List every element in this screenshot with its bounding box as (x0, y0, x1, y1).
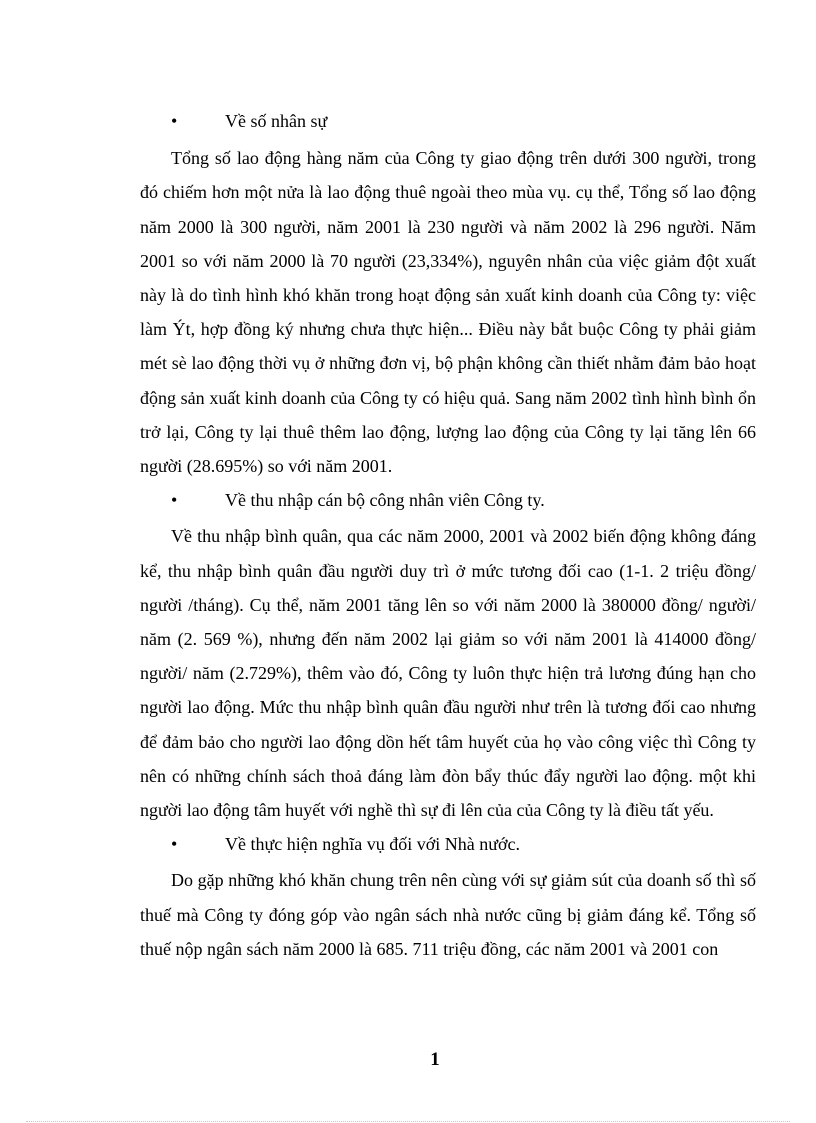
bullet-heading-state-obligations (140, 827, 756, 861)
page-number: 1 (430, 1049, 440, 1070)
bullet-icon: • (171, 111, 178, 131)
bullet-icon: • (171, 834, 178, 855)
paragraph-state-obligations: Do gặp những khó khăn chung trên nên cùng với sự giảm sút của doanh số thì số thuế mà Công ty đóng góp vào ngân sách nhà nước cũng bị giảm đáng kể. Tổng số thuế nộp ngân sách năm 2000 là 685. 711 triệu đồng, các năm 2001 và 2001 con (140, 870, 756, 959)
page-bottom-divider (26, 1121, 790, 1122)
paragraph-personnel: Tổng số lao động hàng năm của Công ty giao động trên dưới 300 người, trong đó chiếm hơn một nửa là lao động thuê ngoài theo mùa vụ. cụ thể, Tổng số lao động năm 2000 là 300 người, năm 2001 là 230 người và năm 2002 là 296 người. Năm 2001 so với năm 2000 là 70 người (23,334%), nguyên nhân của việc giảm đột xuất này là do tình hình khó khăn trong hoạt động sản xuất kinh doanh của Công ty: việc làm Ýt, hợp đồng ký nhưng chưa thực hiện... Điều này bắt buộc Công ty phải giảm mét sè lao động thời vụ ở những đơn vị, bộ phận không cần thiết nhằm đảm bảo hoạt động sản xuất kinh doanh của Công ty có hiệu quả. Sang năm 2002 tình hình bình ổn trở lại, Công ty lại thuê thêm lao động, lượng lao động của Công ty lại tăng lên 66 người (28.695%) so với năm 2001. (140, 148, 756, 477)
bullet-text: Về thu nhập cán bộ công nhân viên Công ty. (225, 490, 545, 511)
bullet-text: Về thực hiện nghĩa vụ đối với Nhà nước. (225, 834, 520, 855)
bullet-icon: • (171, 490, 178, 511)
paragraph-income: Về thu nhập bình quân, qua các năm 2000, 2001 và 2002 biến động không đáng kể, thu nhập bình quân đầu người duy trì ở mức tương đối cao (1-1. 2 triệu đồng/ người /tháng). Cụ thể, năm 2001 tăng lên so với năm 2000 là 380000 đồng/ người/ năm (2. 569 %), nhưng đến năm 2002 lại giảm so với năm 2001 là 414000 đồng/ người/ năm (2.729%), thêm vào đó, Công ty luôn thực hiện trả lương đúng hạn cho người lao động. Mức thu nhập bình quân đầu người như trên là tương đối cao nhưng để đảm bảo cho người lao động dồn hết tâm huyết của họ vào công việc thì Công ty nên có những chính sách thoả đáng làm đòn bẩy thúc đẩy người lao động. một khi người lao động tâm huyết với nghề thì sự đi lên của của Công ty là điều tất yếu. (140, 526, 756, 821)
bullet-heading-personnel (140, 104, 756, 138)
document-body (140, 104, 756, 966)
bullet-heading-income (140, 483, 756, 517)
bullet-text: Về số nhân sự (225, 111, 328, 131)
